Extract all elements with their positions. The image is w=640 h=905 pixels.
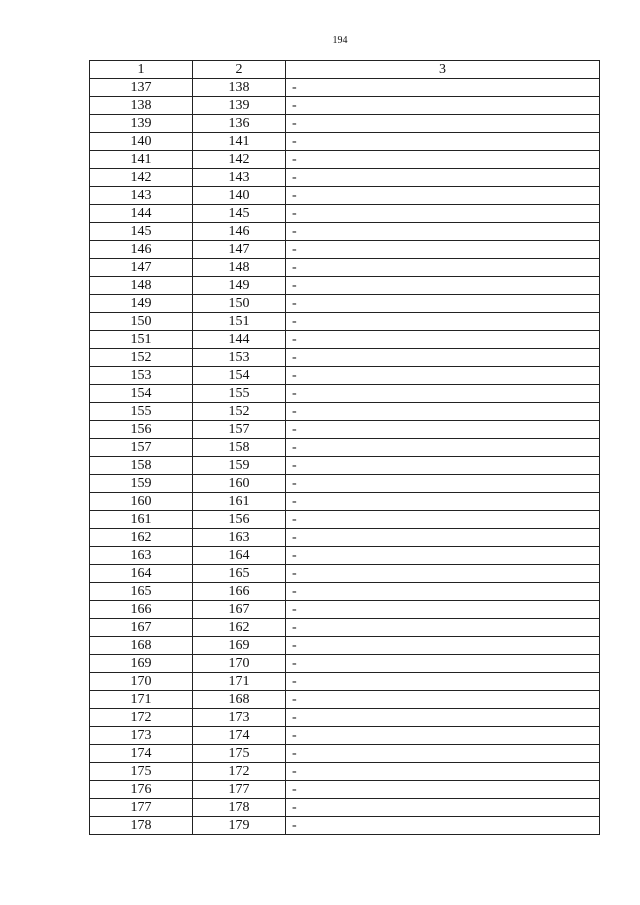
cell-col-1: 161 bbox=[90, 511, 193, 529]
table-row bbox=[90, 115, 600, 133]
table-row bbox=[90, 169, 600, 187]
cell-col-1: 152 bbox=[90, 349, 193, 367]
cell-col-3: - bbox=[286, 511, 600, 529]
cell-col-2: 143 bbox=[193, 169, 286, 187]
table-row bbox=[90, 727, 600, 745]
cell-col-1: 147 bbox=[90, 259, 193, 277]
table-body bbox=[90, 79, 600, 835]
cell-col-3: - bbox=[286, 547, 600, 565]
cell-col-2: 173 bbox=[193, 709, 286, 727]
table-row bbox=[90, 259, 600, 277]
cell-col-2: 158 bbox=[193, 439, 286, 457]
cell-col-1: 176 bbox=[90, 781, 193, 799]
cell-col-2: 169 bbox=[193, 637, 286, 655]
table-row bbox=[90, 709, 600, 727]
table-row bbox=[90, 385, 600, 403]
cell-col-3: - bbox=[286, 493, 600, 511]
table-row bbox=[90, 205, 600, 223]
cell-col-1: 148 bbox=[90, 277, 193, 295]
cell-col-1: 155 bbox=[90, 403, 193, 421]
cell-col-2: 174 bbox=[193, 727, 286, 745]
cell-col-2: 154 bbox=[193, 367, 286, 385]
cell-col-2: 160 bbox=[193, 475, 286, 493]
table-row bbox=[90, 637, 600, 655]
cell-col-3: - bbox=[286, 367, 600, 385]
cell-col-1: 145 bbox=[90, 223, 193, 241]
cell-col-1: 168 bbox=[90, 637, 193, 655]
table-row bbox=[90, 673, 600, 691]
table-row bbox=[90, 97, 600, 115]
cell-col-2: 152 bbox=[193, 403, 286, 421]
cell-col-2: 151 bbox=[193, 313, 286, 331]
cell-col-2: 141 bbox=[193, 133, 286, 151]
table-row bbox=[90, 223, 600, 241]
cell-col-1: 141 bbox=[90, 151, 193, 169]
cell-col-1: 146 bbox=[90, 241, 193, 259]
cell-col-1: 174 bbox=[90, 745, 193, 763]
cell-col-2: 159 bbox=[193, 457, 286, 475]
cell-col-2: 156 bbox=[193, 511, 286, 529]
cell-col-1: 154 bbox=[90, 385, 193, 403]
cell-col-1: 138 bbox=[90, 97, 193, 115]
table-row bbox=[90, 475, 600, 493]
cell-col-3: - bbox=[286, 439, 600, 457]
data-table bbox=[89, 60, 600, 835]
cell-col-1: 139 bbox=[90, 115, 193, 133]
table-row bbox=[90, 547, 600, 565]
table-header bbox=[90, 61, 600, 79]
cell-col-2: 148 bbox=[193, 259, 286, 277]
table-row bbox=[90, 817, 600, 835]
cell-col-3: - bbox=[286, 79, 600, 97]
cell-col-1: 158 bbox=[90, 457, 193, 475]
cell-col-3: - bbox=[286, 313, 600, 331]
cell-col-3: - bbox=[286, 763, 600, 781]
cell-col-3: - bbox=[286, 565, 600, 583]
header-row bbox=[90, 61, 600, 79]
table-row bbox=[90, 493, 600, 511]
cell-col-1: 142 bbox=[90, 169, 193, 187]
cell-col-2: 144 bbox=[193, 331, 286, 349]
cell-col-3: - bbox=[286, 475, 600, 493]
table-row bbox=[90, 655, 600, 673]
cell-col-3: - bbox=[286, 277, 600, 295]
cell-col-2: 165 bbox=[193, 565, 286, 583]
cell-col-1: 144 bbox=[90, 205, 193, 223]
header-cell-3: 3 bbox=[286, 61, 600, 79]
cell-col-2: 136 bbox=[193, 115, 286, 133]
cell-col-3: - bbox=[286, 583, 600, 601]
cell-col-2: 153 bbox=[193, 349, 286, 367]
table-row bbox=[90, 241, 600, 259]
table-row bbox=[90, 745, 600, 763]
cell-col-3: - bbox=[286, 349, 600, 367]
cell-col-3: - bbox=[286, 133, 600, 151]
cell-col-3: - bbox=[286, 727, 600, 745]
cell-col-2: 172 bbox=[193, 763, 286, 781]
cell-col-3: - bbox=[286, 817, 600, 835]
cell-col-2: 166 bbox=[193, 583, 286, 601]
cell-col-3: - bbox=[286, 637, 600, 655]
cell-col-1: 165 bbox=[90, 583, 193, 601]
cell-col-1: 140 bbox=[90, 133, 193, 151]
page-number: 194 bbox=[332, 35, 348, 46]
cell-col-1: 171 bbox=[90, 691, 193, 709]
cell-col-1: 164 bbox=[90, 565, 193, 583]
cell-col-2: 164 bbox=[193, 547, 286, 565]
table-row bbox=[90, 79, 600, 97]
table-row bbox=[90, 583, 600, 601]
cell-col-3: - bbox=[286, 223, 600, 241]
cell-col-3: - bbox=[286, 655, 600, 673]
cell-col-2: 139 bbox=[193, 97, 286, 115]
table-row bbox=[90, 295, 600, 313]
cell-col-2: 150 bbox=[193, 295, 286, 313]
table-row bbox=[90, 439, 600, 457]
table-row bbox=[90, 763, 600, 781]
table-row bbox=[90, 511, 600, 529]
cell-col-2: 147 bbox=[193, 241, 286, 259]
cell-col-1: 175 bbox=[90, 763, 193, 781]
table-row bbox=[90, 565, 600, 583]
cell-col-1: 143 bbox=[90, 187, 193, 205]
cell-col-2: 157 bbox=[193, 421, 286, 439]
table-row bbox=[90, 799, 600, 817]
cell-col-1: 167 bbox=[90, 619, 193, 637]
table-row bbox=[90, 457, 600, 475]
cell-col-1: 156 bbox=[90, 421, 193, 439]
table-row bbox=[90, 331, 600, 349]
cell-col-2: 179 bbox=[193, 817, 286, 835]
cell-col-1: 159 bbox=[90, 475, 193, 493]
cell-col-3: - bbox=[286, 241, 600, 259]
cell-col-3: - bbox=[286, 421, 600, 439]
table-row bbox=[90, 619, 600, 637]
cell-col-3: - bbox=[286, 709, 600, 727]
cell-col-3: - bbox=[286, 151, 600, 169]
cell-col-3: - bbox=[286, 187, 600, 205]
cell-col-1: 170 bbox=[90, 673, 193, 691]
cell-col-2: 170 bbox=[193, 655, 286, 673]
table-row bbox=[90, 367, 600, 385]
cell-col-1: 178 bbox=[90, 817, 193, 835]
table-row bbox=[90, 403, 600, 421]
table-row bbox=[90, 277, 600, 295]
cell-col-2: 175 bbox=[193, 745, 286, 763]
cell-col-3: - bbox=[286, 205, 600, 223]
cell-col-1: 162 bbox=[90, 529, 193, 547]
cell-col-2: 162 bbox=[193, 619, 286, 637]
header-cell-1: 1 bbox=[90, 61, 193, 79]
cell-col-1: 169 bbox=[90, 655, 193, 673]
table-row bbox=[90, 601, 600, 619]
cell-col-2: 145 bbox=[193, 205, 286, 223]
cell-col-1: 173 bbox=[90, 727, 193, 745]
cell-col-1: 177 bbox=[90, 799, 193, 817]
cell-col-2: 178 bbox=[193, 799, 286, 817]
cell-col-3: - bbox=[286, 799, 600, 817]
cell-col-1: 150 bbox=[90, 313, 193, 331]
cell-col-3: - bbox=[286, 601, 600, 619]
table-row bbox=[90, 691, 600, 709]
cell-col-3: - bbox=[286, 259, 600, 277]
cell-col-3: - bbox=[286, 457, 600, 475]
cell-col-1: 163 bbox=[90, 547, 193, 565]
cell-col-3: - bbox=[286, 97, 600, 115]
cell-col-2: 177 bbox=[193, 781, 286, 799]
cell-col-3: - bbox=[286, 115, 600, 133]
cell-col-2: 155 bbox=[193, 385, 286, 403]
cell-col-2: 140 bbox=[193, 187, 286, 205]
table-row bbox=[90, 151, 600, 169]
cell-col-2: 149 bbox=[193, 277, 286, 295]
cell-col-3: - bbox=[286, 331, 600, 349]
cell-col-2: 171 bbox=[193, 673, 286, 691]
table-row bbox=[90, 529, 600, 547]
cell-col-1: 137 bbox=[90, 79, 193, 97]
cell-col-3: - bbox=[286, 403, 600, 421]
cell-col-3: - bbox=[286, 619, 600, 637]
cell-col-2: 163 bbox=[193, 529, 286, 547]
cell-col-2: 142 bbox=[193, 151, 286, 169]
table-row bbox=[90, 187, 600, 205]
table-row bbox=[90, 313, 600, 331]
cell-col-3: - bbox=[286, 385, 600, 403]
cell-col-2: 146 bbox=[193, 223, 286, 241]
cell-col-3: - bbox=[286, 691, 600, 709]
cell-col-3: - bbox=[286, 169, 600, 187]
cell-col-3: - bbox=[286, 781, 600, 799]
header-cell-2: 2 bbox=[193, 61, 286, 79]
table-row bbox=[90, 421, 600, 439]
cell-col-3: - bbox=[286, 745, 600, 763]
table-row bbox=[90, 781, 600, 799]
cell-col-1: 166 bbox=[90, 601, 193, 619]
cell-col-2: 168 bbox=[193, 691, 286, 709]
cell-col-1: 153 bbox=[90, 367, 193, 385]
cell-col-2: 167 bbox=[193, 601, 286, 619]
cell-col-1: 160 bbox=[90, 493, 193, 511]
cell-col-1: 157 bbox=[90, 439, 193, 457]
cell-col-2: 161 bbox=[193, 493, 286, 511]
cell-col-3: - bbox=[286, 295, 600, 313]
cell-col-2: 138 bbox=[193, 79, 286, 97]
cell-col-3: - bbox=[286, 529, 600, 547]
table-row bbox=[90, 133, 600, 151]
table-row bbox=[90, 349, 600, 367]
cell-col-1: 172 bbox=[90, 709, 193, 727]
cell-col-3: - bbox=[286, 673, 600, 691]
cell-col-1: 151 bbox=[90, 331, 193, 349]
cell-col-1: 149 bbox=[90, 295, 193, 313]
